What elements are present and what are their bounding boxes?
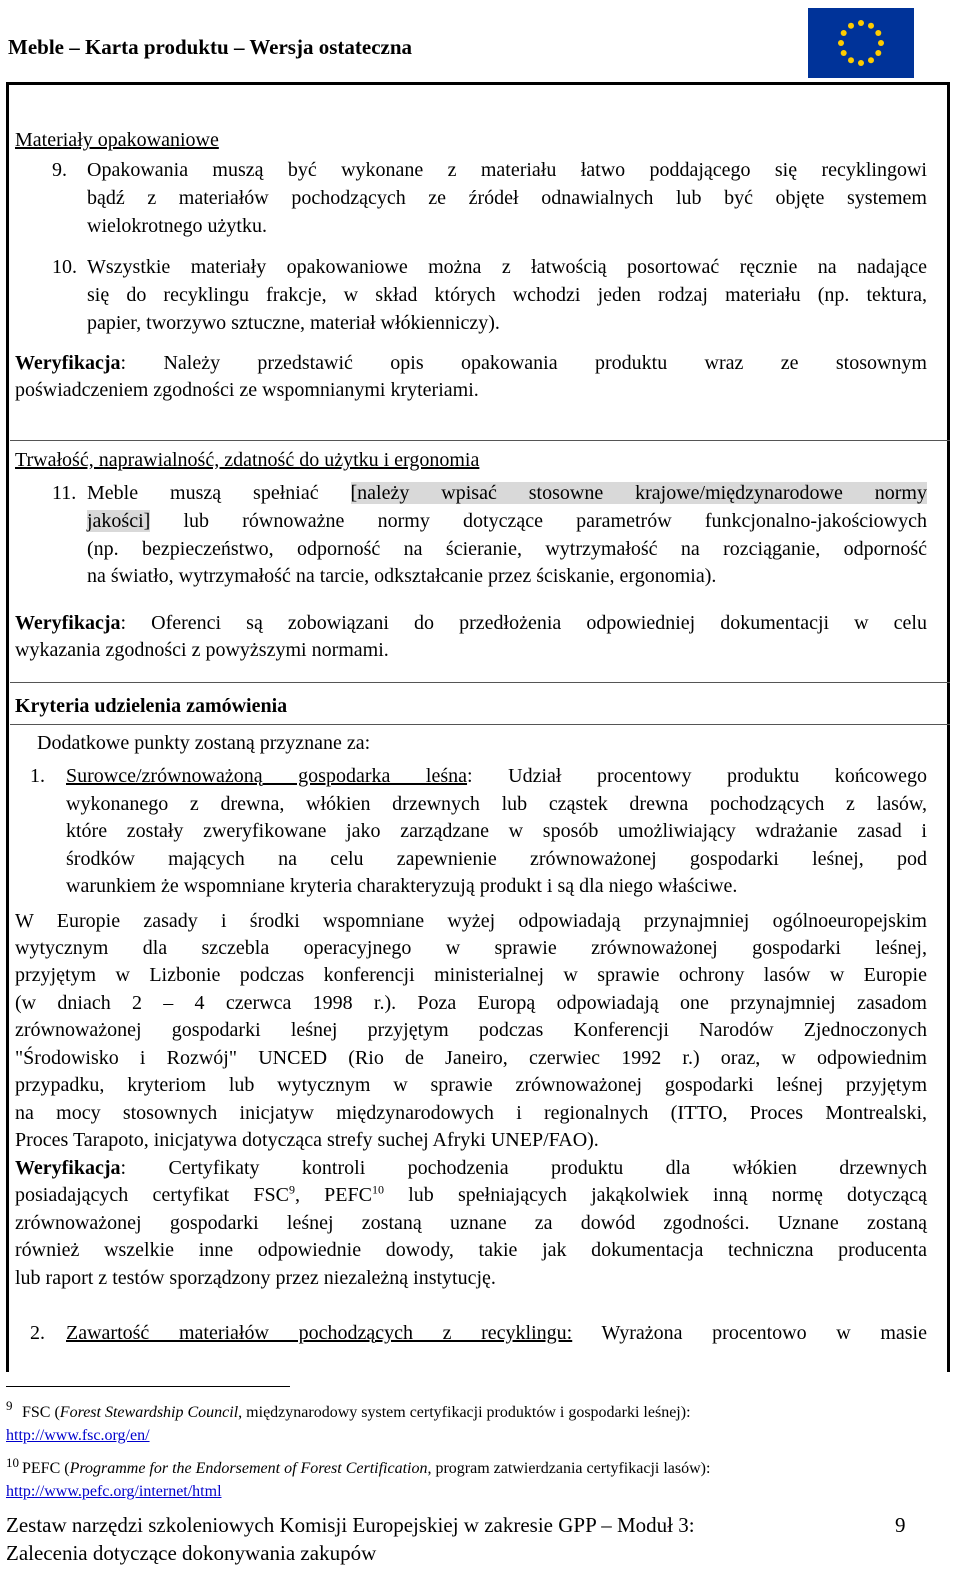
packaging-verification	[15, 351, 927, 375]
item-11-text: Meble muszą spełniać	[87, 482, 351, 504]
footer-line: Zalecenia dotyczące dokonywania zakupów	[6, 1541, 377, 1565]
footnote-italic: Forest Stewardship Council	[59, 1404, 239, 1421]
award-item-1-line: warunkiem że wspomniane kryteria charakteryzują produkt i są dla niego właściwe.	[66, 875, 738, 897]
placeholder-highlight: [należy wpisać stosowne krajowe/międzynarodowe normy	[350, 482, 927, 504]
footnote-9-text	[22, 1403, 691, 1423]
section-divider	[10, 440, 950, 441]
footnote-text: FSC (	[22, 1404, 60, 1421]
footnote-10-mark: 10	[6, 1455, 19, 1470]
award-item-1-title: Surowce/zrównoważoną gospodarka leśna	[66, 765, 468, 787]
section-divider	[10, 724, 950, 725]
footnote-10-text	[22, 1459, 710, 1479]
item-10-line: Wszystkie materiały opakowaniowe można z łatwością posortować ręcznie na nadające	[87, 256, 927, 278]
footnote-9-mark: 9	[6, 1398, 13, 1413]
footnote-ref-9[interactable]: 9	[288, 1182, 295, 1197]
footnote-italic: Programme for the Endorsement of Forest Certification	[69, 1460, 428, 1477]
verification-text: posiadających certyfikat FSC	[15, 1184, 289, 1206]
europe-para-line: (w dniach 2 – 4 czerwca 1998 r.). Poza Europą odpowiadają one przynajmniej zasadom	[15, 992, 927, 1014]
item-9-line: Opakowania muszą być wykonane z materiału łatwo poddającego się recyklingowi	[87, 159, 927, 181]
award-item-1-line: środków mających na celu zapewnienie zrównoważonej gospodarki leśnej, pod	[66, 848, 927, 870]
award-intro: Dodatkowe punkty zostaną przyznane za:	[37, 732, 371, 754]
durability-verification	[15, 611, 927, 635]
award-verification-line: lub raport z testów sporządzony przez niezależną instytucję.	[15, 1267, 496, 1289]
award-verification-line	[15, 1183, 927, 1207]
footnote-text: PEFC (	[22, 1460, 70, 1477]
item-11-line: na światło, wytrzymałość na tarcie, odkształcanie przez ściskanie, ergonomia).	[87, 565, 717, 587]
verification-label: Weryfikacja	[15, 352, 121, 374]
durability-verification-line: wykazania zgodności z powyższymi normami.	[15, 639, 389, 661]
award-item-1-line: które zostały zweryfikowane jako zarządzane w sposób umożliwiający wdrażanie zasad i	[66, 820, 927, 842]
award-verification-line: również wszelkie inne odpowiednie dowody, takie jak dokumentacja techniczna producenta	[15, 1239, 927, 1261]
document-title: Meble – Karta produktu – Wersja ostateczna	[8, 35, 413, 59]
europe-para-line: Proces Tarapoto, inicjatywa dotycząca strefy suchej Afryki UNEP/FAO).	[15, 1129, 599, 1151]
footnote-text: , międzynarodowy system certyfikacji produktów i gospodarki leśnej):	[238, 1404, 691, 1421]
verification-label: Weryfikacja	[15, 612, 121, 634]
award-item-1-text: : Udział procentowy produktu końcowego	[467, 765, 927, 787]
packaging-verification-line: poświadczeniem zgodności ze wspomnianymi kryteriami.	[15, 379, 479, 401]
footnote-ref-10[interactable]: 10	[372, 1182, 384, 1197]
award-item-1-number: 1.	[30, 765, 45, 787]
durability-heading: Trwałość, naprawialność, zdatność do użytku i ergonomia	[15, 449, 480, 471]
item-10-line: się do recyklingu frakcje, w skład których wchodzi jeden rodzaj materiału (np. tektura,	[87, 284, 927, 306]
verification-text: : Należy przedstawić opis opakowania produktu wraz ze stosownym	[120, 352, 927, 374]
eu-flag-icon	[808, 8, 914, 78]
item-9-line: bądź z materiałów pochodzących ze źródeł odnawialnych lub być objęte systemem	[87, 187, 927, 209]
placeholder-highlight: jakości]	[87, 510, 151, 532]
verification-text: : Certyfikaty kontroli pochodzenia produktu dla włókien drzewnych	[120, 1157, 927, 1179]
item-10-number: 10.	[52, 256, 77, 278]
item-10-line: papier, tworzywo sztuczne, materiał włókienniczy).	[87, 312, 500, 334]
item-11-line	[87, 509, 927, 533]
europe-para-line: wytycznym dla szczebla operacyjnego w sprawie zrównoważonej gospodarki leśnej,	[15, 937, 927, 959]
footer-line: Zestaw narzędzi szkoleniowych Komisji Europejskiej w zakresie GPP – Moduł 3:	[6, 1513, 695, 1537]
award-item-1-line	[66, 764, 927, 788]
verification-label: Weryfikacja	[15, 1157, 121, 1179]
award-item-2-line	[66, 1321, 927, 1345]
item-11-line	[87, 481, 927, 505]
europe-para-line: W Europie zasady i środki wspomniane wyżej odpowiadają przynajmniej ogólnoeuropejskim	[15, 910, 927, 932]
section-divider	[10, 682, 950, 683]
footnote-9-link[interactable]: http://www.fsc.org/en/	[6, 1427, 150, 1444]
award-item-2-title: Zawartość materiałów pochodzących z recyklingu:	[66, 1322, 573, 1344]
award-item-2-text: Wyrażona procentowo w masie	[572, 1322, 927, 1344]
europe-para-line: przypadku, kryteriom lub wytycznym w sprawie zrównoważonej gospodarki leśnej przyjętym	[15, 1074, 927, 1096]
footnote-10-link[interactable]: http://www.pefc.org/internet/html	[6, 1483, 222, 1500]
verification-text: lub spełniających jakąkolwiek inną normę dotyczącą	[384, 1184, 927, 1206]
page-number: 9	[895, 1513, 906, 1537]
item-11-text: lub równoważne normy dotyczące parametrów funkcjonalno-jakościowych	[150, 510, 927, 532]
europe-para-line: na mocy stosownych inicjatyw międzynarodowych i regionalnych (ITTO, Proces Montrealski,	[15, 1102, 927, 1124]
verification-text: : Oferenci są zobowiązani do przedłożenia odpowiedniej dokumentacji w celu	[120, 612, 927, 634]
europe-para-line: zrównoważonej gospodarki leśnej przyjętym podczas Konferencji Narodów Zjednoczonych	[15, 1019, 927, 1041]
award-heading: Kryteria udzielenia zamówienia	[15, 695, 288, 717]
footnote-text: , program zatwierdzania certyfikacji lasów):	[427, 1460, 711, 1477]
europe-para-line: przyjętym w Lizbonie podczas konferencji ministerialnej w sprawie ochrony lasów w Europie	[15, 964, 927, 986]
award-verification	[15, 1156, 927, 1180]
packaging-heading: Materiały opakowaniowe	[15, 129, 219, 151]
item-9-line: wielokrotnego użytku.	[87, 215, 267, 237]
item-11-number: 11.	[52, 482, 77, 504]
award-verification-line: zrównoważonej gospodarki leśnej zostaną uznane za dowód zgodności. Uznane zostaną	[15, 1212, 927, 1234]
item-9-number: 9.	[52, 159, 67, 181]
europe-para-line: "Środowisko i Rozwój" UNCED (Rio de Janeiro, czerwiec 1992 r.) oraz, w odpowiednim	[15, 1047, 927, 1069]
award-item-1-line: wykonanego z drewna, włókien drzewnych lub cząstek drewna pochodzących z lasów,	[66, 793, 927, 815]
footnote-separator	[6, 1386, 290, 1387]
verification-text: , PEFC	[294, 1184, 372, 1206]
item-11-line: (np. bezpieczeństwo, odporność na ścieranie, wytrzymałość na rozciąganie, odporność	[87, 538, 927, 560]
award-item-2-number: 2.	[30, 1322, 45, 1344]
